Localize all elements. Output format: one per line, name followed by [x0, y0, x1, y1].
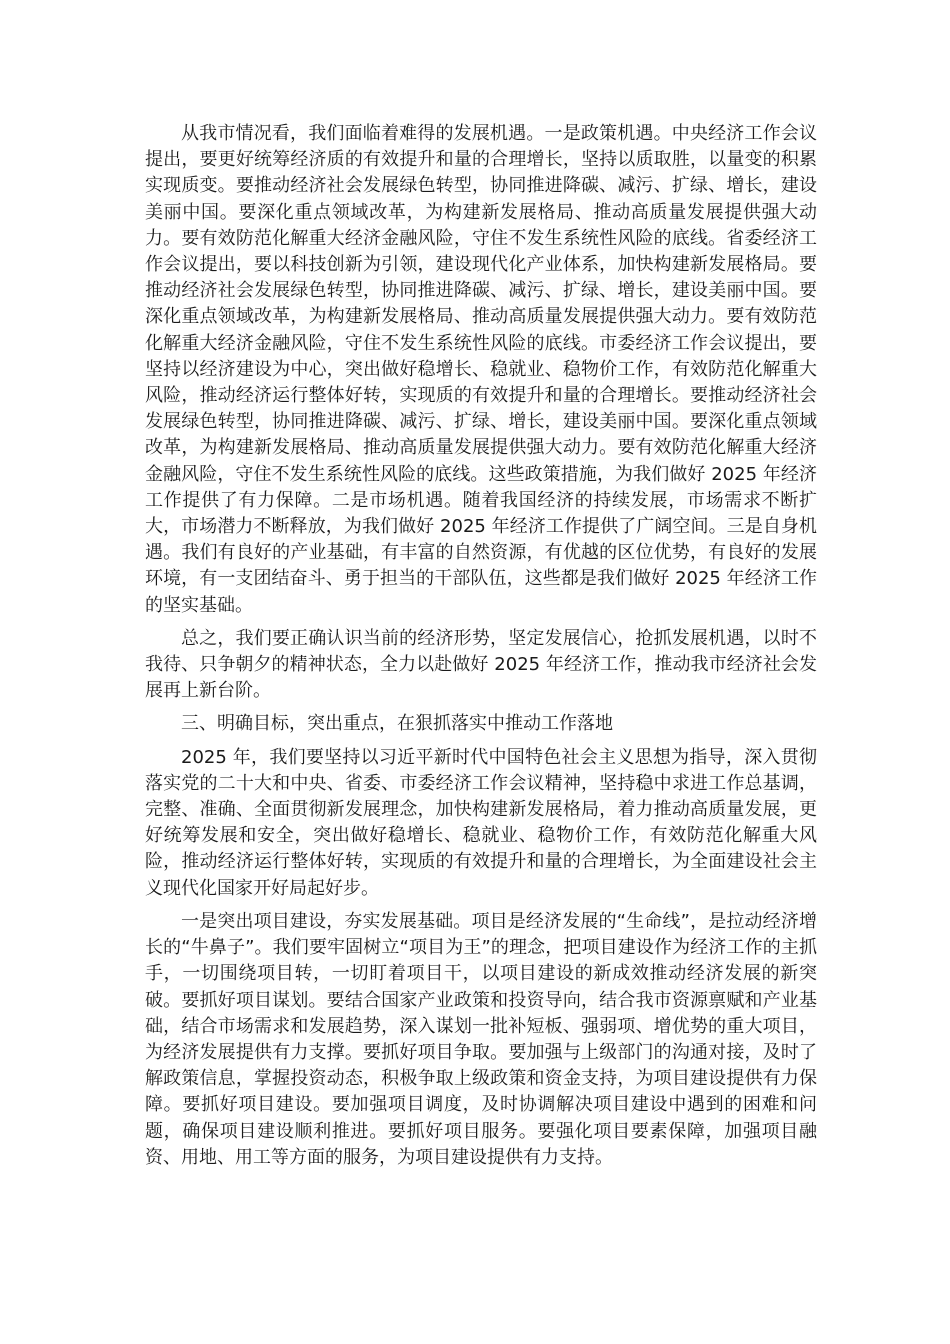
section-heading: 三、明确目标，突出重点，在狠抓落实中推动工作落地: [181, 713, 613, 735]
paragraph-opportunities: 从我市情况看，我们面临着难得的发展机遇。一是政策机遇。中央经济工作会议提出，要更好统筹经济质的有效提升和量的合理增长，坚持以质取胜，以量变的积累实现质变。要推动经济社会发展绿色转型，协同推进降碳、减污、扩绿、增长，建设美丽中国。要深化重点领域改革，为构建新发展格局、推动高质量发展提供强大动力。要有效防范化解重大经济金融风险，守住不发生系统性风险的底线。省委经济工作会议提出，要以科技创新为引领，建设现代化产业体系，加快构建新发展格局。要推动经济社会发展绿色转型，协同推进降碳、减污、扩绿、增长，建设美丽中国。要深化重点领域改革，为构建新发展格局、推动高质量发展提供强大动力。要有效防范化解重大经济金融风险，守住不发生系统性风险的底线。市委经济工作会议提出，要坚持以经济建设为中心，突出做好稳增长、稳就业、稳物价工作，有效防范化解重大风险，推动经济运行整体好转，实现质的有效提升和量的合理增长。要推动经济社会发展绿色转型，协同推进降碳、减污、扩绿、增长，建设美丽中国。要深化重点领域改革，为构建新发展格局、推动高质量发展提供强大动力。要有效防范化解重大经济金融风险，守住不发生系统性风险的底线。这些政策措施，为我们做好 2025 年经济工作提供了有力保障。二是市场机遇。随着我国经济的持续发展，市场需求不断扩大，市场潜力不断释放，为我们做好 2025 年经济工作提供了广阔空间。三是自身机遇。我们有良好的产业基础，有丰富的自然资源，有优越的区位优势，有良好的发展环境，有一支团结奋斗、勇于担当的干部队伍，这些都是我们做好 2025 年经济工作的坚实基础。: [145, 123, 817, 616]
document-body: [145, 121, 817, 1178]
paragraph-projects: 一是突出项目建设，夯实发展基础。项目是经济发展的“生命线”，是拉动经济增长的“牛鼻子”。我们要牢固树立“项目为王”的理念，把项目建设作为经济工作的主抓手，一切围绕项目转，一切盯着项目干，以项目建设的新成效推动经济发展的新突破。要抓好项目谋划。要结合国家产业政策和投资导向，结合我市资源禀赋和产业基础，结合市场需求和发展趋势，深入谋划一批补短板、强弱项、增优势的重大项目，为经济发展提供有力支撑。要抓好项目争取。要加强与上级部门的沟通对接，及时了解政策信息，掌握投资动态，积极争取上级政策和资金支持，为项目建设提供有力保障。要抓好项目建设。要加强项目调度，及时协调解决项目建设中遇到的困难和问题，确保项目建设顺利推进。要抓好项目服务。要强化项目要素保障，加强项目融资、用地、用工等方面的服务，为项目建设提供有力支持。: [145, 910, 817, 1168]
paragraph-goals: 2025 年，我们要坚持以习近平新时代中国特色社会主义思想为指导，深入贯彻落实党的二十大和中央、省委、市委经济工作会议精神，坚持稳中求进工作总基调，完整、准确、全面贯彻新发展理念，加快构建新发展格局，着力推动高质量发展，更好统筹发展和安全，突出做好稳增长、稳就业、稳物价工作，有效防范化解重大风险，推动经济运行整体好转，实现质的有效提升和量的合理增长，为全面建设社会主义现代化国家开好局起好步。: [145, 746, 817, 899]
paragraph-summary: 总之，我们要正确认识当前的经济形势，坚定发展信心，抢抓发展机遇，以时不我待、只争朝夕的精神状态，全力以赴做好 2025 年经济工作，推动我市经济社会发展再上新台阶。: [145, 627, 817, 702]
